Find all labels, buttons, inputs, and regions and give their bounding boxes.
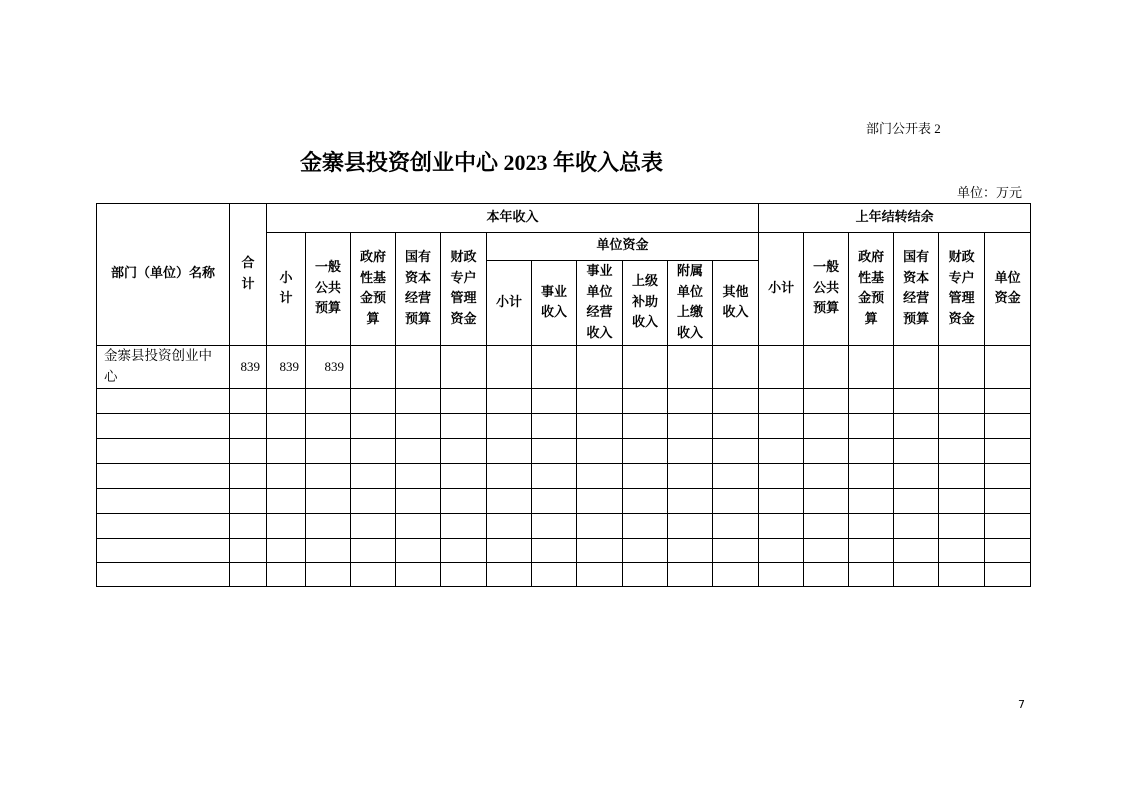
- table-cell: [668, 563, 713, 587]
- table-row-empty: [97, 539, 1031, 563]
- table-cell: [351, 489, 396, 514]
- table-cell: [668, 464, 713, 489]
- header-prior-state-capital: [894, 233, 939, 346]
- header-superior-subsidy: [623, 261, 668, 346]
- table-cell: [623, 346, 668, 389]
- header-label: 国有资本经营预算: [903, 250, 930, 327]
- table-cell: [985, 514, 1031, 539]
- table-cell: [623, 563, 668, 587]
- table-cell: [577, 489, 623, 514]
- table-cell: [668, 389, 713, 414]
- table-cell: [532, 539, 577, 563]
- table-cell: [487, 389, 532, 414]
- table-cell: [804, 489, 849, 514]
- header-label: 其他收入: [722, 284, 749, 320]
- header-label: 一般公共预算: [314, 260, 341, 317]
- table-cell: [804, 563, 849, 587]
- header-label: 小计: [495, 294, 522, 310]
- table-cell: [623, 514, 668, 539]
- header-prior-fiscal-special: [939, 233, 985, 346]
- table-cell: [623, 464, 668, 489]
- table-cell: [939, 439, 985, 464]
- table-cell: [713, 414, 759, 439]
- table-cell: [97, 389, 230, 414]
- table-cell: [267, 414, 306, 439]
- table-cell: [804, 389, 849, 414]
- table-cell: [759, 514, 804, 539]
- table-cell: [894, 563, 939, 587]
- table-cell: [441, 539, 487, 563]
- table-cell: [804, 539, 849, 563]
- table-cell: [577, 539, 623, 563]
- table-cell: [894, 539, 939, 563]
- table-cell: [804, 414, 849, 439]
- table-cell: [230, 439, 267, 464]
- header-prior-gov-fund: [849, 233, 894, 346]
- page-title: 金寨县投资创业中心 2023 年收入总表: [300, 150, 664, 175]
- table-cell: [306, 464, 351, 489]
- table-cell: [97, 563, 230, 587]
- table-cell: [487, 563, 532, 587]
- table-cell: [894, 439, 939, 464]
- header-label: 一般公共预算: [813, 260, 840, 317]
- table-cell: [97, 414, 230, 439]
- header-unit-subtotal: [487, 261, 532, 346]
- header-label: 合计: [241, 256, 255, 292]
- table-cell: [759, 389, 804, 414]
- header-label: 附属单位上缴收入: [676, 264, 703, 341]
- header-label: 部门（单位）名称: [110, 266, 215, 282]
- table-cell: [396, 414, 441, 439]
- table-cell: [267, 389, 306, 414]
- table-cell: [894, 346, 939, 389]
- table-row-empty: [97, 514, 1031, 539]
- table-cell: [306, 489, 351, 514]
- table-row-empty: [97, 389, 1031, 414]
- table-cell: [985, 346, 1031, 389]
- table-cell: [532, 439, 577, 464]
- table-cell: [487, 539, 532, 563]
- table-cell: [849, 563, 894, 587]
- table-cell: [441, 563, 487, 587]
- table-row-empty: [97, 414, 1031, 439]
- table-cell: [396, 389, 441, 414]
- table-cell: [487, 346, 532, 389]
- table-cell: [532, 464, 577, 489]
- dept-name: 金寨县投资创业中心: [104, 348, 212, 385]
- table-cell: [668, 346, 713, 389]
- table-cell: [351, 464, 396, 489]
- header-business-income: [532, 261, 577, 346]
- table-cell: [441, 389, 487, 414]
- table-cell: [441, 414, 487, 439]
- table-cell: [894, 514, 939, 539]
- header-current-general-budget: [306, 233, 351, 346]
- table-cell: [623, 539, 668, 563]
- table-cell: [267, 464, 306, 489]
- table-cell: [849, 439, 894, 464]
- table-cell: [532, 489, 577, 514]
- table-cell: [759, 563, 804, 587]
- table-cell: [713, 346, 759, 389]
- table-cell: [759, 539, 804, 563]
- table-cell: [713, 389, 759, 414]
- table-cell: [230, 514, 267, 539]
- table-cell: [351, 439, 396, 464]
- table-cell: [97, 464, 230, 489]
- table-cell: [849, 464, 894, 489]
- table-cell: [97, 514, 230, 539]
- header-current-gov-fund: [351, 233, 396, 346]
- table-cell: [759, 489, 804, 514]
- table-cell: [351, 539, 396, 563]
- current-subtotal-cell: 839: [267, 346, 306, 389]
- table-cell: [713, 539, 759, 563]
- total-cell: 839: [230, 346, 267, 389]
- table-cell: [267, 514, 306, 539]
- table-cell: [713, 514, 759, 539]
- table-cell: [849, 489, 894, 514]
- table-cell: [623, 489, 668, 514]
- table-cell: [487, 464, 532, 489]
- header-prior-general-budget: [804, 233, 849, 346]
- header-total: [230, 204, 267, 346]
- table-cell: [849, 514, 894, 539]
- current-general-budget-cell: 839: [306, 346, 351, 389]
- table-cell: [487, 414, 532, 439]
- income-summary-table: [96, 203, 1031, 587]
- table-cell: [894, 414, 939, 439]
- table-cell: [532, 514, 577, 539]
- table-row-empty: [97, 563, 1031, 587]
- table-cell: [939, 563, 985, 587]
- table-cell: [441, 489, 487, 514]
- table-cell: [804, 464, 849, 489]
- table-row-empty: [97, 489, 1031, 514]
- table-cell: [351, 346, 396, 389]
- table-cell: [97, 439, 230, 464]
- table-cell: [230, 464, 267, 489]
- header-current-state-capital: [396, 233, 441, 346]
- table-cell: [668, 489, 713, 514]
- table-cell: [577, 389, 623, 414]
- header-dept-name: [97, 204, 230, 346]
- header-current-subtotal: [267, 233, 306, 346]
- header-label: 国有资本经营预算: [404, 250, 431, 327]
- table-cell: [849, 539, 894, 563]
- table-cell: [97, 539, 230, 563]
- table-cell: [230, 563, 267, 587]
- table-cell: [267, 563, 306, 587]
- table-cell: [306, 414, 351, 439]
- table-row-empty: [97, 439, 1031, 464]
- table-cell: [849, 414, 894, 439]
- table-cell: [487, 489, 532, 514]
- header-label: 上年结转结余: [855, 209, 934, 225]
- table-cell: [396, 346, 441, 389]
- header-label: 事业收入: [540, 284, 567, 320]
- table-cell: [487, 439, 532, 464]
- table-cell: [894, 489, 939, 514]
- table-cell: [668, 539, 713, 563]
- table-cell: [396, 539, 441, 563]
- table-cell: [230, 389, 267, 414]
- table-cell: [759, 346, 804, 389]
- table-cell: [396, 464, 441, 489]
- table-cell: [759, 439, 804, 464]
- table-cell: [441, 439, 487, 464]
- table-cell: [939, 514, 985, 539]
- table-cell: [759, 414, 804, 439]
- table-cell: [306, 514, 351, 539]
- table-cell: [532, 389, 577, 414]
- header-prior-year-carryover: [759, 204, 1031, 233]
- table-cell: [668, 514, 713, 539]
- header-label: 小计: [279, 270, 293, 306]
- table-cell: [623, 414, 668, 439]
- header-affiliated-income: [668, 261, 713, 346]
- header-label: 政府性基金预算: [359, 250, 386, 327]
- table-cell: [230, 539, 267, 563]
- header-label: 单位资金: [596, 238, 649, 254]
- header-label: 本年收入: [486, 209, 539, 225]
- header-label: 小计: [768, 280, 795, 296]
- unit-label: 单位：万元: [957, 185, 1023, 200]
- table-cell: [939, 464, 985, 489]
- table-cell: [577, 414, 623, 439]
- table-cell: [849, 346, 894, 389]
- table-cell: [623, 389, 668, 414]
- header-label: 单位资金: [994, 270, 1021, 306]
- table-cell: [306, 539, 351, 563]
- table-cell: [804, 439, 849, 464]
- table-cell: [668, 414, 713, 439]
- header-other-income: [713, 261, 759, 346]
- table-cell: [713, 439, 759, 464]
- table-cell: [577, 439, 623, 464]
- table-cell: [804, 346, 849, 389]
- header-current-fiscal-special: [441, 233, 487, 346]
- table-cell: [487, 514, 532, 539]
- table-cell: [804, 514, 849, 539]
- table-cell: [306, 389, 351, 414]
- table-cell: [894, 389, 939, 414]
- table-cell: [577, 464, 623, 489]
- table-cell: [713, 563, 759, 587]
- header-current-year-income: [267, 204, 759, 233]
- page-number: 7: [1018, 698, 1025, 711]
- table-cell: [759, 464, 804, 489]
- header-prior-subtotal: [759, 233, 804, 346]
- table-cell: [577, 563, 623, 587]
- table-cell: [267, 439, 306, 464]
- header-label: 上级补助收入: [631, 274, 658, 331]
- table-cell: [985, 464, 1031, 489]
- table-cell: [396, 439, 441, 464]
- table-cell: [713, 489, 759, 514]
- table-cell: [532, 414, 577, 439]
- table-cell: [532, 346, 577, 389]
- table-cell: [985, 389, 1031, 414]
- table-cell: [396, 563, 441, 587]
- table-cell: [985, 414, 1031, 439]
- table-cell: [441, 464, 487, 489]
- table-cell: [441, 346, 487, 389]
- table-cell: [396, 489, 441, 514]
- table-cell: [97, 489, 230, 514]
- table-cell: [668, 439, 713, 464]
- table-cell: [267, 539, 306, 563]
- table-row: [97, 346, 1031, 389]
- table-cell: [351, 514, 396, 539]
- table-cell: [985, 489, 1031, 514]
- table-cell: [532, 563, 577, 587]
- header-business-operating-income: [577, 261, 623, 346]
- table-cell: [230, 489, 267, 514]
- table-cell: [441, 514, 487, 539]
- table-cell: [351, 563, 396, 587]
- table-cell: [306, 563, 351, 587]
- table-cell: [849, 389, 894, 414]
- table-cell: [713, 464, 759, 489]
- header-label: 事业单位经营收入: [586, 264, 613, 341]
- header-row-1: [97, 204, 1031, 233]
- header-label: 财政专户管理资金: [948, 250, 975, 327]
- table-cell: [894, 464, 939, 489]
- header-label: 财政专户管理资金: [450, 250, 477, 327]
- table-cell: [306, 439, 351, 464]
- table-cell: [267, 489, 306, 514]
- table-cell: [939, 389, 985, 414]
- table-cell: [985, 563, 1031, 587]
- table-cell: [623, 439, 668, 464]
- table-cell: [577, 346, 623, 389]
- table-cell: [230, 414, 267, 439]
- table-row-empty: [97, 464, 1031, 489]
- dept-name-cell: [97, 346, 230, 389]
- table-cell: [985, 539, 1031, 563]
- header-label: 政府性基金预算: [858, 250, 885, 327]
- table-cell: [351, 414, 396, 439]
- table-cell: [396, 514, 441, 539]
- table-cell: [351, 389, 396, 414]
- header-unit-funds: [487, 233, 759, 261]
- table-cell: [939, 346, 985, 389]
- table-cell: [985, 439, 1031, 464]
- header-prior-unit-funds: [985, 233, 1031, 346]
- table-cell: [577, 514, 623, 539]
- form-label: 部门公开表 2: [866, 121, 941, 136]
- table-cell: [939, 539, 985, 563]
- table-cell: [939, 414, 985, 439]
- table-cell: [939, 489, 985, 514]
